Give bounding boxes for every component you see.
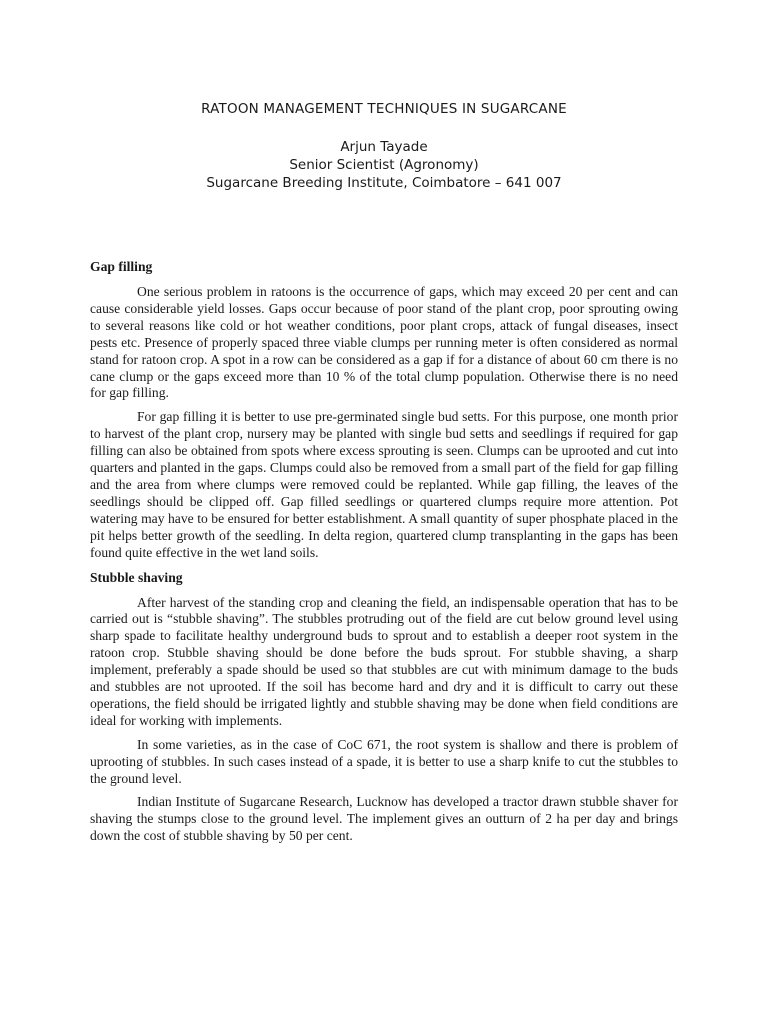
author-name: Arjun Tayade (340, 139, 428, 155)
paragraph: For gap filling it is better to use pre-germinated single bud setts. For this purpose, one month prior to harvest of the plant crop, nursery may be planted with single bud setts and seedlings if required for gap filling can also be obtained from spots where excess sprouting is seen. Clumps can be uprooted and cut into quarters and planted in the gaps. Clumps could also be removed from a small part of the field for gap filling and the area from where clumps were removed could be replanted. While gap filling, the leaves of the seedlings should be clipped off. Gap filled seedlings or quartered clumps require more attention. Pot watering may have to be ensured for better establishment. A small quantity of super phosphate placed in the pit helps better growth of the seedling. In delta region, quartered clump transplanting in the gaps has been found quite effective in the wet land soils. (90, 409, 678, 560)
section-heading: Stubble shaving (90, 569, 183, 585)
paragraph: Indian Institute of Sugarcane Research, Lucknow has developed a tractor drawn stubble shaver for shaving the stumps close to the ground level. The implement gives an outturn of 2 ha per day and brings down the cost of stubble shaving by 50 per cent. (90, 794, 678, 844)
document-body (90, 258, 678, 852)
paragraph: One serious problem in ratoons is the occurrence of gaps, which may exceed 20 per cent and can cause considerable yield losses. Gaps occur because of poor stand of the plant crop, poor sprouting owing to several reasons like cold or hot weather conditions, poor plant crops, attack of fungal diseases, insect pests etc. Presence of properly spaced three viable clumps per running meter is often considered as normal stand for ratoon crop. A spot in a row can be considered as a gap if for a distance of about 60 cm there is no cane clump or the gaps exceed more than 10 % of the total clump population. Otherwise there is no need for gap filling. (90, 284, 678, 401)
paragraph: In some varieties, as in the case of CoC 671, the root system is shallow and there is problem of uprooting of stubbles. In such cases instead of a spade, it is better to use a sharp knife to cut the stubbles to the ground level. (90, 736, 678, 786)
document-title: RATOON MANAGEMENT TECHNIQUES IN SUGARCANE (201, 101, 567, 117)
author-affiliation: Sugarcane Breeding Institute, Coimbatore – 641 007 (206, 175, 562, 191)
section-heading: Gap filling (90, 259, 153, 274)
section-stubble-shaving (90, 569, 678, 846)
section-gap-filling (90, 258, 678, 562)
author-designation: Senior Scientist (Agronomy) (289, 157, 479, 173)
title-block (0, 100, 768, 192)
paragraph: After harvest of the standing crop and cleaning the field, an indispensable operation that has to be carried out is “stubble shaving”. The stubbles protruding out of the field are cut below ground level using sharp spade to facilitate healthy underground buds to sprout and to establish a deeper root system in the ratoon crop. Stubble shaving should be done before the buds sprout. For stubble shaving, a sharp implement, preferably a spade should be used so that stubbles are cut with minimum damage to the buds and stubbles are not uprooted. If the soil has become hard and dry and it is difficult to carry out these operations, the field should be irrigated lightly and stubble shaving may be done when field conditions are ideal for working with implements. (90, 594, 678, 728)
